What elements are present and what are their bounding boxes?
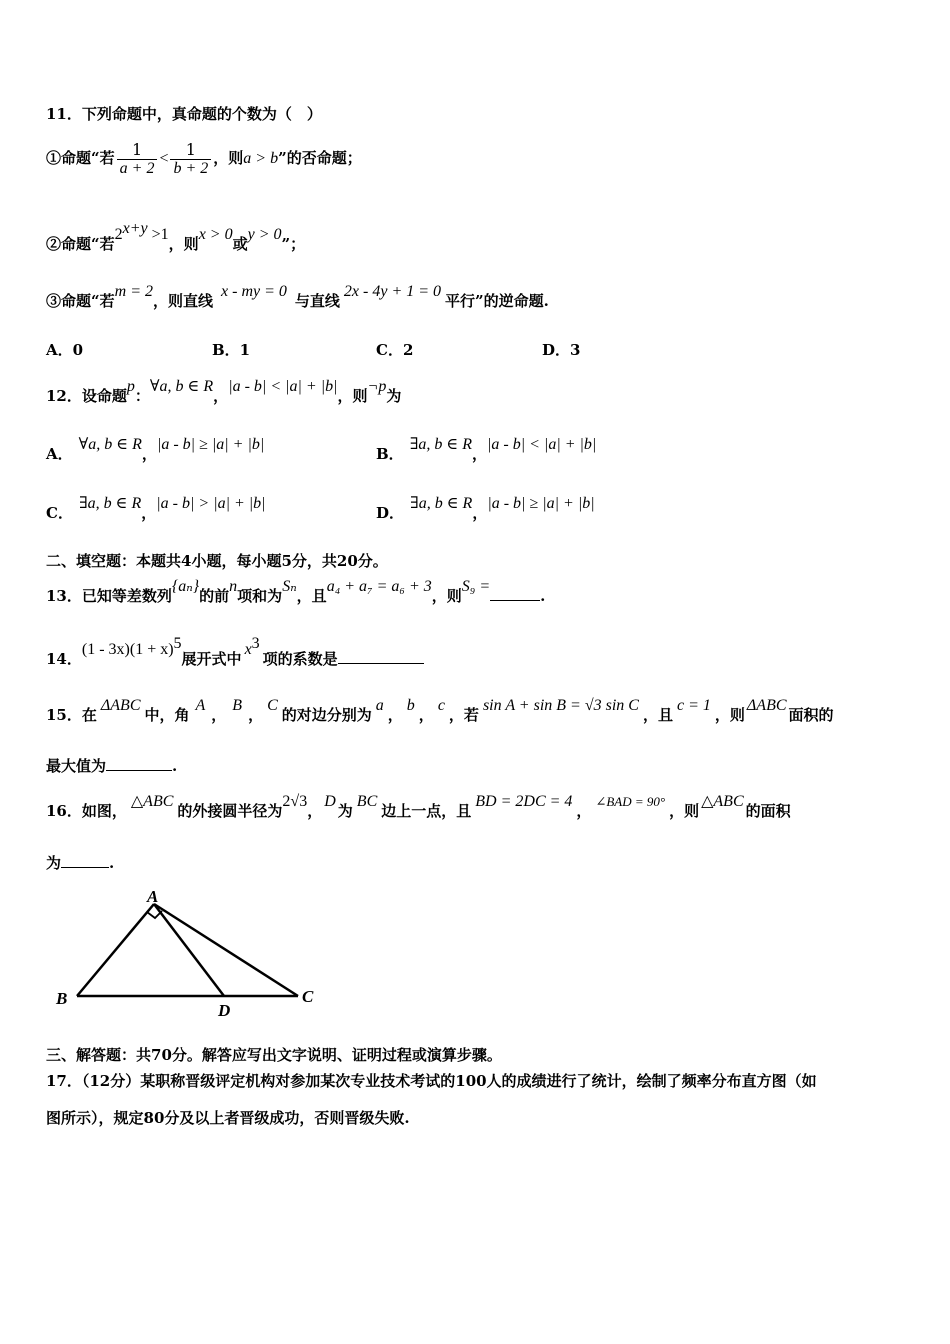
side-ab — [77, 904, 154, 996]
q15-line-2: 最大值为 . — [46, 757, 178, 775]
q11-statement-3: ③命题“若m = 2，则直线x - my = 0与直线2x - 4y + 1 = 0平行”的逆命题. — [46, 283, 549, 310]
q11-option-a: A．0 — [46, 341, 84, 359]
triangle-figure — [50, 884, 330, 1024]
q11-stem: 11．下列命题中，真命题的个数为（ ） — [46, 105, 322, 123]
label-d: D — [218, 1001, 231, 1020]
q13: 13．已知等差数列{aₙ}的前n项和为Sₙ，且a₄ + a₇ = a₆ + 3，则S₉ =. — [46, 578, 546, 605]
q12-option-d: D．∃a, b ∈ R，|a - b| ≥ |a| + |b| — [376, 495, 595, 522]
side-ac — [154, 904, 298, 996]
q11-statement-2: ②命题“若$2^{x+y} >1$，则x > 0或y > 0”； — [46, 220, 306, 253]
q11-option-c: C．2 — [376, 341, 414, 359]
right-angle-mark — [147, 911, 162, 918]
fraction-1: $\frac{1}{a + 2}$ — [117, 140, 158, 178]
q11-option-b: B．1 — [212, 341, 251, 359]
q11-statement-1: ①命题“若 $\frac{1}{a + 2}$ < $\frac{1}{b + 2}$ ，则a > b”的否命题； — [46, 140, 362, 177]
label-c: C — [302, 987, 314, 1006]
section-3-heading: 三、解答题：共70分。解答应写出文字说明、证明过程或演算步骤。 — [46, 1046, 502, 1064]
q14: 14．$(1 - 3x)(1 + x)^5$展开式中$x^3$项的系数是 — [46, 645, 424, 669]
section-2-heading: 二、填空题：本题共4小题，每小题5分，共20分。 — [46, 552, 388, 570]
q16-line-1: 16．如图，△ABC的外接圆半径为2√3，D为BC边上一点，且BD = 2DC = 4，∠BAD = 90°，则△ABC的面积 — [46, 793, 791, 820]
q11-option-d: D．3 — [542, 341, 581, 359]
label-b: B — [56, 989, 68, 1008]
q12-option-b: B．∃a, b ∈ R，|a - b| < |a| + |b| — [376, 436, 597, 463]
q15-line-1: 15．在ΔABC中，角A，B，C的对边分别为a，b，c，若sin A + sin B = √3 sin C，且c = 1，则ΔABC面积的 — [46, 697, 834, 724]
q16-answer-blank — [61, 867, 109, 868]
q14-answer-blank — [338, 663, 424, 664]
q13-answer-blank — [490, 600, 540, 601]
q12-option-a: A．∀a, b ∈ R，|a - b| ≥ |a| + |b| — [46, 436, 265, 463]
q12-stem: 12．设命题p：∀a, b ∈ R，|a - b| < |a| + |b|，则¬p为 — [46, 378, 402, 405]
segment-ad — [154, 904, 224, 996]
q17-line-2: 图所示），规定80分及以上者晋级成功，否则晋级失败. — [46, 1109, 410, 1127]
q16-line-2: 为 . — [46, 854, 115, 872]
q12-option-c: C．∃a, b ∈ R，|a - b| > |a| + |b| — [46, 495, 266, 522]
label-a: A — [147, 887, 159, 906]
q17-line-1: 17．（12分）某职称晋级评定机构对参加某次专业技术考试的100人的成绩进行了统计，绘制了频率分布直方图（如 — [46, 1072, 817, 1090]
q15-answer-blank — [106, 770, 172, 771]
fraction-2: $\frac{1}{b + 2}$ — [170, 140, 211, 178]
